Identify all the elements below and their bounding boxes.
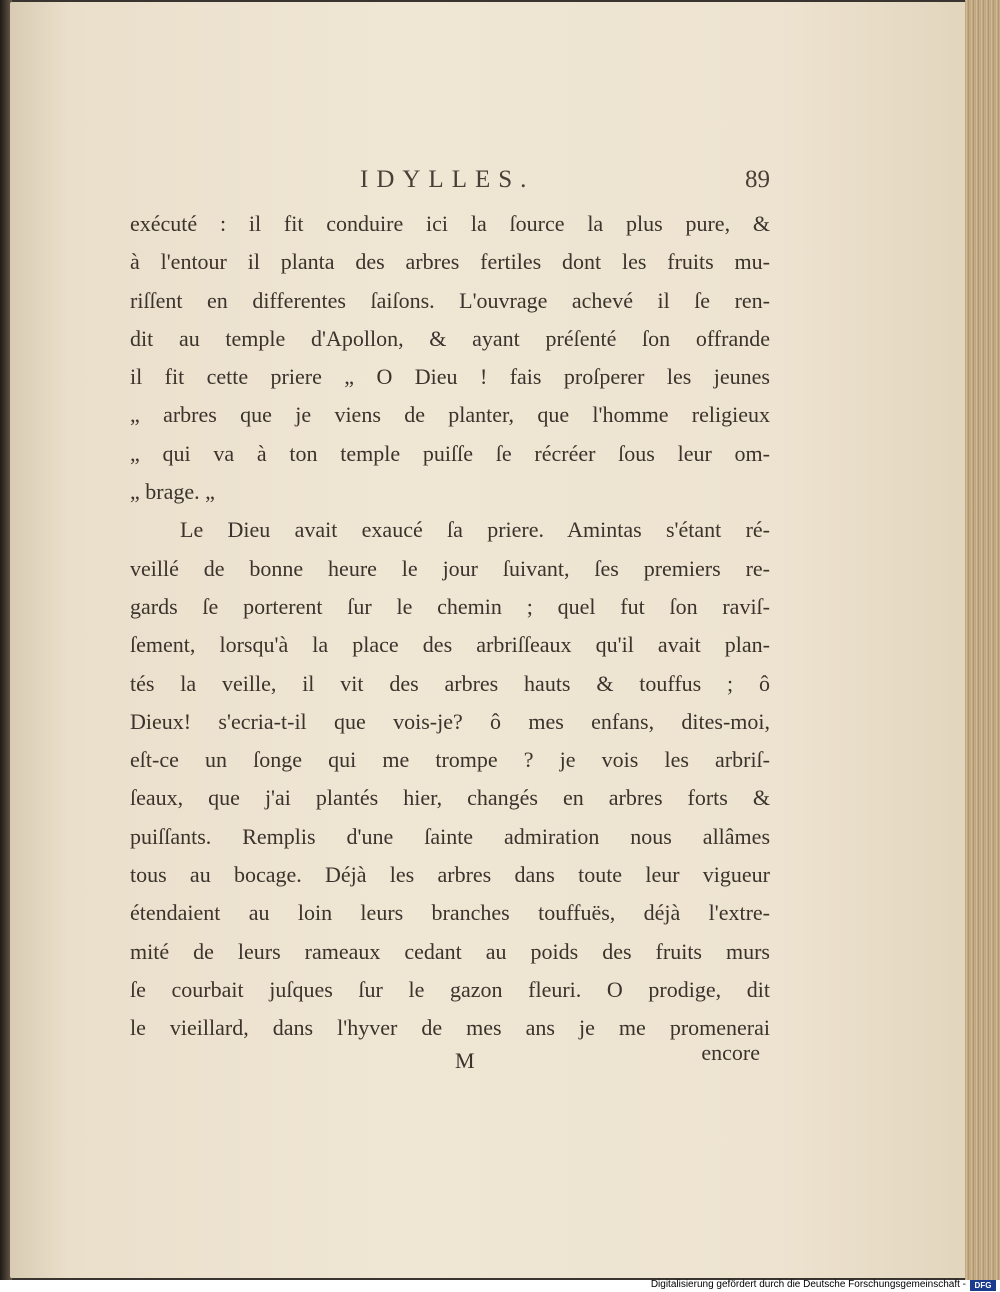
text-line: veillé de bonne heure le jour ſuivant, ſes premiers re- xyxy=(130,555,770,581)
text-line: étendaient au loin leurs branches touffuës, déjà l'extre- xyxy=(130,900,770,926)
text-line: exécuté : il fit conduire ici la ſource la plus pure, & xyxy=(130,211,770,236)
text-line: puiſſants. Remplis d'une ſainte admiration nous allâmes xyxy=(130,823,770,849)
text-line: ſeaux, que j'ai plantés hier, changés en arbres forts & xyxy=(130,785,770,811)
text-line: le vieillard, dans l'hyver de mes ans je me promenerai xyxy=(130,1015,770,1041)
text-line: riſſent en differentes ſaiſons. L'ouvrage achevé il ſe ren- xyxy=(130,287,770,313)
dfg-logo-icon: DFG xyxy=(970,1280,996,1291)
text-line: mité de leurs rameaux cedant au poids des fruits murs xyxy=(130,938,770,964)
text-line: eſt-ce un ſonge qui me trompe ? je vois les arbriſ- xyxy=(130,747,770,773)
page-number: 89 xyxy=(745,166,770,193)
page-header xyxy=(130,166,770,202)
funding-credit: Digitalisierung gefördert durch die Deutsche Forschungsgemeinschaft - xyxy=(650,1279,966,1290)
text-line: „ brage. „ xyxy=(130,479,215,505)
body-text xyxy=(130,205,770,1048)
catchword: encore xyxy=(701,1040,760,1065)
text-line: tés la veille, il vit des arbres hauts & touffus ; ô xyxy=(130,670,770,696)
digitization-footer xyxy=(0,1280,1000,1292)
text-line: à l'entour il planta des arbres fertiles dont les fruits mu- xyxy=(130,249,770,275)
page-foot xyxy=(130,1040,770,1080)
paragraph-first-line: Le Dieu avait exaucé ſa priere. Amintas s'étant ré- xyxy=(180,517,770,543)
text-line: „ arbres que je viens de planter, que l'homme religieux xyxy=(130,402,770,428)
text-line: ſement, lorsqu'à la place des arbriſſeaux qu'il avait plan- xyxy=(130,632,770,658)
text-line: ſe courbait juſques ſur le gazon fleuri. O prodige, dit xyxy=(130,976,770,1002)
text-line: „ qui va à ton temple puiſſe ſe récréer ſous leur om- xyxy=(130,440,770,466)
text-line: Dieux! s'ecria-t-il que vois-je? ô mes enfans, dites-moi, xyxy=(130,708,770,734)
text-line: gards ſe porterent ſur le chemin ; quel fut ſon raviſ- xyxy=(130,593,770,619)
text-line: dit au temple d'Apollon, & ayant préſenté ſon offrande xyxy=(130,325,770,351)
page-stack-edges xyxy=(965,0,1000,1280)
running-title: IDYLLES. xyxy=(360,166,535,193)
text-line: tous au bocage. Déjà les arbres dans toute leur vigueur xyxy=(130,862,770,888)
signature-mark: M xyxy=(455,1048,475,1073)
text-line: il fit cette priere „ O Dieu ! fais proſperer les jeunes xyxy=(130,364,770,390)
